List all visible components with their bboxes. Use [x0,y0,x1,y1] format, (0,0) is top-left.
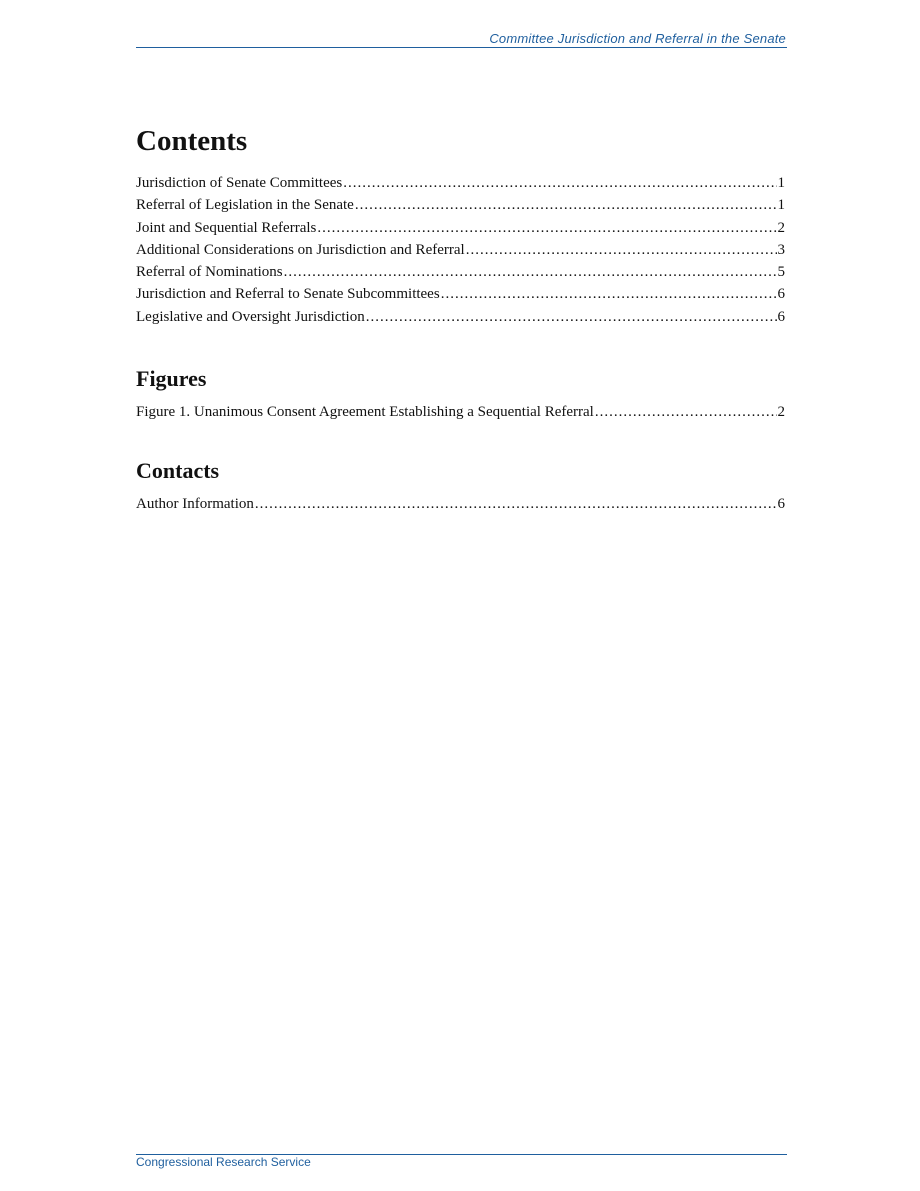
toc-entry-label[interactable]: Legislative and Oversight Jurisdiction [136,308,365,325]
figures-section [136,366,785,423]
toc-entry-label[interactable]: Joint and Sequential Referrals [136,219,317,236]
toc-entry-label[interactable]: Jurisdiction and Referral to Senate Subcommittees [136,286,440,303]
toc-page-number[interactable]: 5 [777,264,785,281]
toc-leader-dots [343,172,776,194]
toc-entry-label[interactable]: Referral of Nominations [136,264,283,281]
toc-entry[interactable] [136,493,785,515]
contents-title: Contents [136,125,248,157]
toc-leader-dots [255,493,777,515]
toc-page-number[interactable]: 6 [777,286,785,303]
contacts-title: Contacts [136,458,220,483]
toc-leader-dots [466,239,777,261]
toc-entry[interactable] [136,239,785,261]
toc-entry-label[interactable]: Figure 1. Unanimous Consent Agreement Establishing a Sequential Referral [136,404,594,420]
figures-list [136,401,785,423]
figures-title: Figures [136,366,207,391]
toc-entry-label[interactable]: Author Information [136,496,254,512]
toc-entry[interactable] [136,261,785,283]
toc-entry[interactable] [136,194,785,216]
toc-entry[interactable] [136,283,785,305]
toc-leader-dots [366,306,777,328]
toc-entry-label[interactable]: Jurisdiction of Senate Committees [136,175,343,191]
toc-page-number[interactable]: 6 [777,308,785,325]
running-header-title: Committee Jurisdiction and Referral in the Senate [489,31,786,46]
toc-leader-dots [441,283,777,305]
contacts-section [136,458,785,515]
toc-entry-label[interactable]: Additional Considerations on Jurisdiction and Referral [136,241,465,258]
toc-page-number[interactable]: 1 [777,175,785,191]
toc-entry[interactable] [136,306,785,328]
contents-section [136,124,785,328]
contacts-list [136,493,785,515]
toc-entry[interactable] [136,401,785,423]
toc-page-number[interactable]: 3 [777,241,785,258]
toc-entry[interactable] [136,217,785,239]
toc-page-number[interactable]: 1 [777,197,785,214]
contents-list [136,172,785,328]
toc-leader-dots [284,261,777,283]
toc-entry[interactable] [136,172,785,194]
toc-page-number[interactable]: 2 [777,404,785,420]
toc-leader-dots [595,401,777,423]
running-footer-organization: Congressional Research Service [136,1155,311,1169]
toc-page-number[interactable]: 6 [777,496,785,512]
header-rule [136,47,787,48]
toc-leader-dots [317,217,776,239]
toc-entry-label[interactable]: Referral of Legislation in the Senate [136,197,354,214]
toc-page-number[interactable]: 2 [777,219,785,236]
toc-leader-dots [355,194,777,216]
